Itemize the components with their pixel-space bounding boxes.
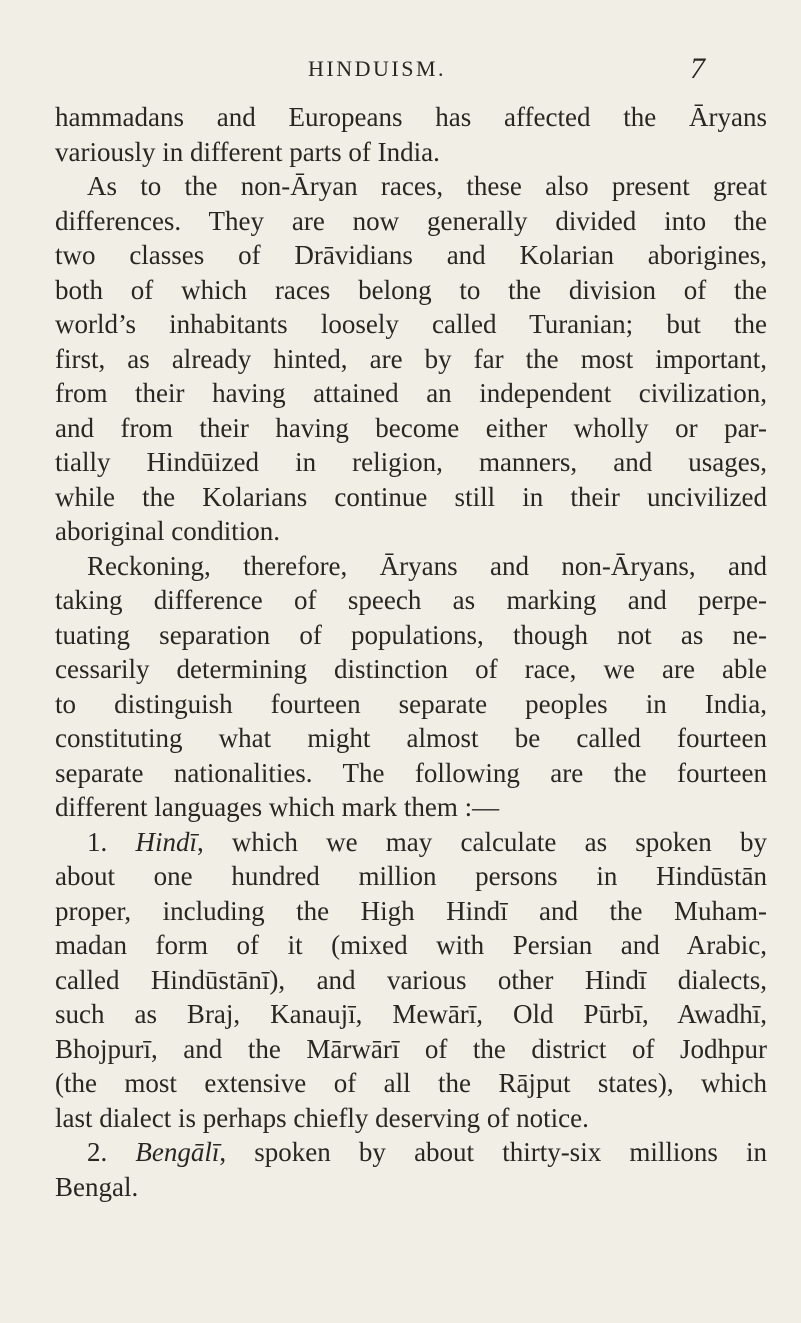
list-number: 1. bbox=[87, 826, 108, 857]
text-line: cessarily determining distinction of race, we are able bbox=[55, 654, 767, 684]
text-line: variously in different parts of India. bbox=[55, 136, 440, 167]
text-line: while the Kolarians continue still in their uncivilized bbox=[55, 481, 767, 512]
page-number: 7 bbox=[690, 52, 705, 85]
text-line: madan form of it (mixed with Persian and Arabic, bbox=[55, 930, 767, 960]
paragraph-start-line: As to the non-Āryan races, these also present great bbox=[87, 171, 767, 201]
text-line: aboriginal condition. bbox=[55, 516, 280, 546]
text-line: taking difference of speech as marking and perpe- bbox=[55, 585, 767, 615]
text-line: Bengal. bbox=[55, 1171, 139, 1202]
text-line: both of which races belong to the division of the bbox=[55, 274, 767, 305]
text-line: separate nationalities. The following are the fourteen bbox=[55, 757, 767, 788]
text-line: tuating separation of populations, though not as ne- bbox=[55, 619, 767, 650]
language-name: Bengālī bbox=[135, 1137, 220, 1167]
running-title: HINDUISM. bbox=[308, 56, 446, 81]
text-line: (the most extensive of all the Rājput states), which bbox=[55, 1068, 767, 1098]
text-line: differences. They are now generally divided into the bbox=[55, 205, 767, 236]
text-line: different languages which mark them :— bbox=[55, 792, 500, 822]
text-line: world’s inhabitants loosely called Turanian; but the bbox=[55, 309, 767, 339]
text-line: proper, including the High Hindī and the Muham- bbox=[55, 895, 767, 926]
text-line: two classes of Drāvidians and Kolarian aborigines, bbox=[55, 240, 767, 270]
list-number: 2. bbox=[87, 1137, 108, 1167]
text-line: tially Hindūized in religion, manners, and usages, bbox=[55, 447, 767, 477]
language-name: Hindī bbox=[135, 826, 197, 857]
text-line: Bhojpurī, and the Mārwārī of the district of Jodhpur bbox=[55, 1033, 767, 1064]
running-head bbox=[0, 52, 801, 92]
list-item-1-first-line bbox=[55, 825, 767, 860]
body-text bbox=[55, 100, 767, 1204]
text-line: to distinguish fourteen separate peoples in India, bbox=[55, 688, 767, 719]
paragraph-start-line: Reckoning, therefore, Āryans and non-Āryans, and bbox=[87, 550, 767, 581]
text-line: from their having attained an independent civilization, bbox=[55, 378, 767, 408]
text-line: last dialect is perhaps chiefly deserving of notice. bbox=[55, 1102, 589, 1133]
text-line: first, as already hinted, are by far the most important, bbox=[55, 343, 767, 374]
list-item-2-first-line bbox=[55, 1135, 767, 1170]
text-line: constituting what might almost be called fourteen bbox=[55, 723, 767, 753]
text-line: called Hindūstānī), and various other Hindī dialects, bbox=[55, 964, 767, 995]
list-item-text: , spoken by about thirty-six millions in bbox=[219, 1137, 767, 1167]
list-item-text: , which we may calculate as spoken by bbox=[196, 826, 767, 857]
text-line: about one hundred million persons in Hindūstān bbox=[55, 861, 767, 891]
text-line: and from their having become either wholly or par- bbox=[55, 412, 767, 443]
text-line: hammadans and Europeans has affected the Āryans bbox=[55, 102, 767, 132]
text-line: such as Braj, Kanaujī, Mewārī, Old Pūrbī, Awadhī, bbox=[55, 999, 767, 1029]
